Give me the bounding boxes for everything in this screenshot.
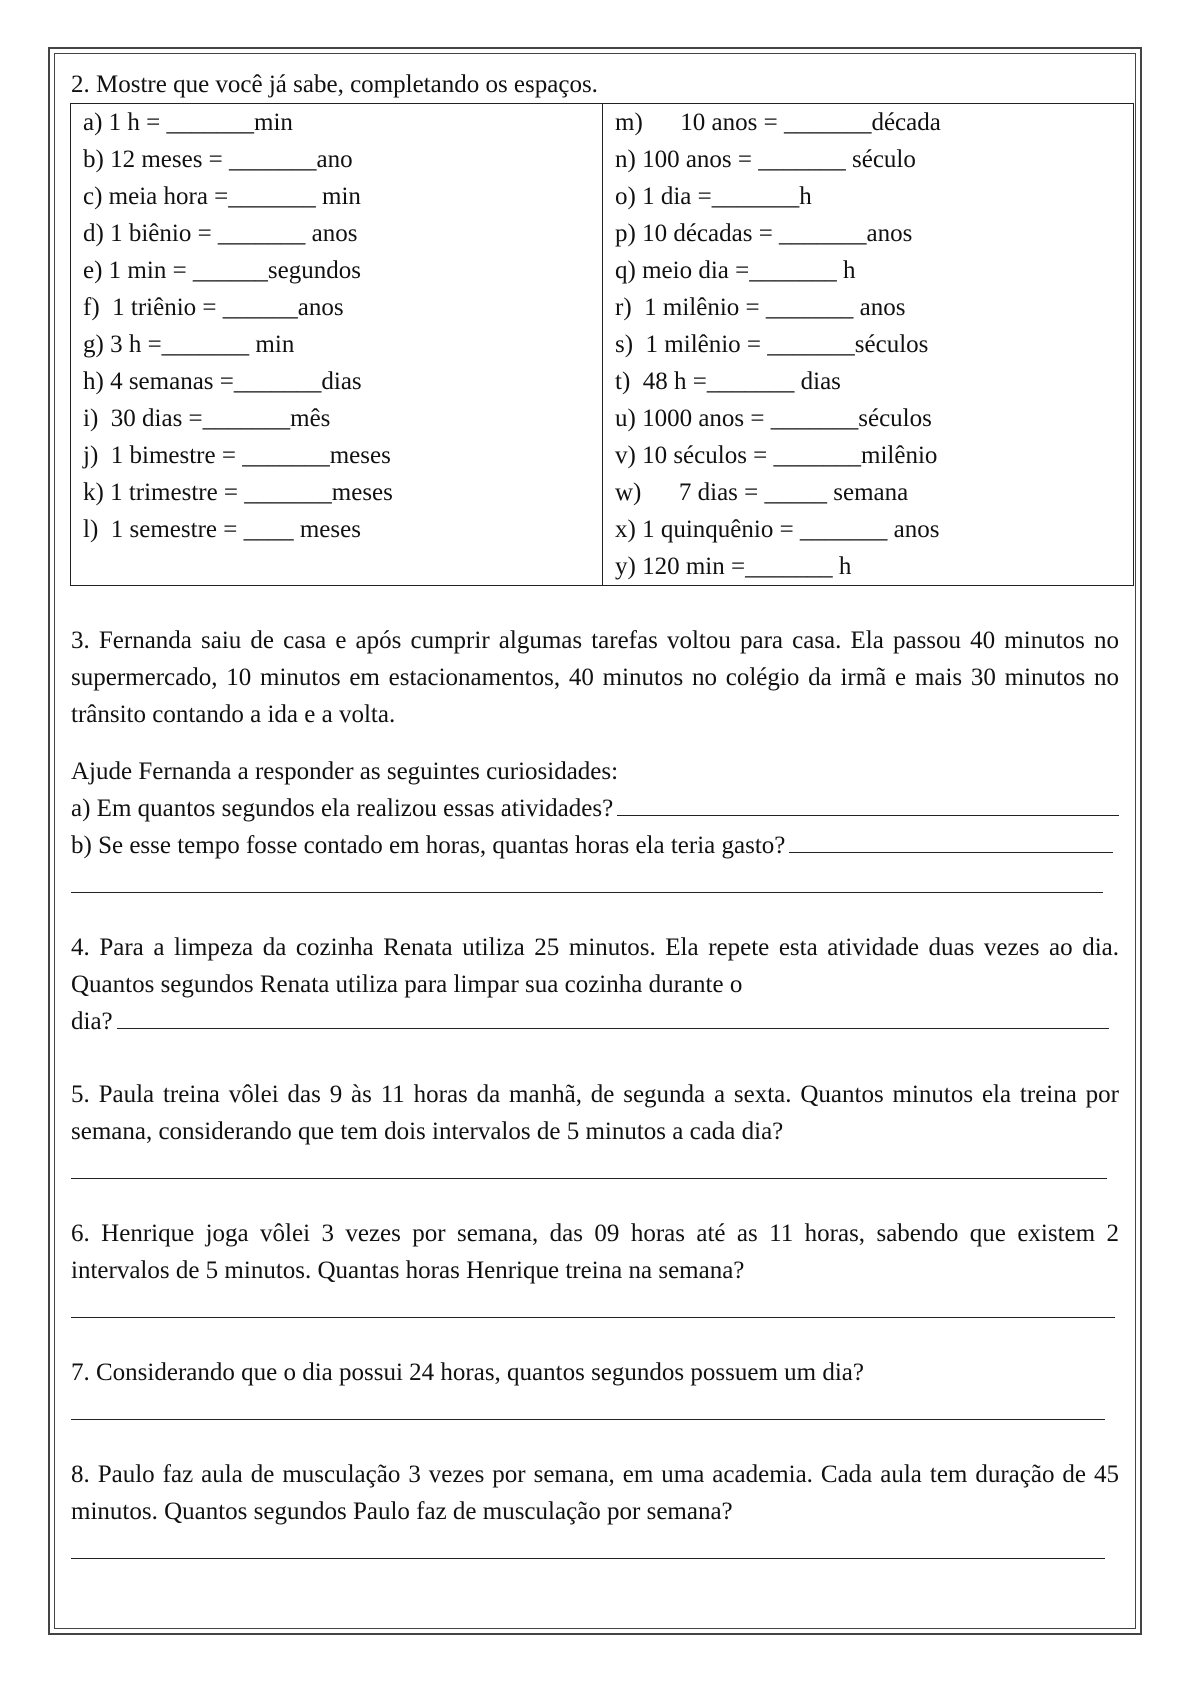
conversion-item[interactable]: h) 4 semanas =_______dias [71, 363, 603, 400]
question-3a-text: a) Em quantos segundos ela realizou essas atividades? [71, 795, 614, 822]
conversion-item[interactable]: f) 1 triênio = ______anos [71, 289, 603, 326]
worksheet [71, 66, 1119, 1559]
conversion-item[interactable]: p) 10 décadas = _______anos [603, 215, 1134, 252]
question-4-tail [71, 1003, 1119, 1040]
answer-line[interactable] [71, 1289, 1115, 1318]
conversion-item[interactable]: s) 1 milênio = _______séculos [603, 326, 1134, 363]
answer-line[interactable] [617, 791, 1119, 816]
table-row [71, 400, 1134, 437]
question-4-tail-text: dia? [71, 1008, 113, 1035]
conversion-item[interactable]: c) meia hora =_______ min [71, 178, 603, 215]
table-row [71, 104, 1134, 142]
conversion-table [70, 103, 1134, 586]
question-3-help: Ajude Fernanda a responder as seguintes curiosidades: [71, 758, 619, 785]
table-row [71, 289, 1134, 326]
conversion-item[interactable]: o) 1 dia =_______h [603, 178, 1134, 215]
answer-line[interactable] [71, 1530, 1105, 1559]
conversion-item[interactable]: i) 30 dias =_______mês [71, 400, 603, 437]
table-row [71, 511, 1134, 548]
question-5-text: 5. Paula treina vôlei das 9 às 11 horas da manhã, de segunda a sexta. Quantos minutos ela treina por semana, considerando que tem dois intervalos de 5 minutos a cada dia? [71, 1081, 1119, 1145]
answer-line[interactable] [117, 1004, 1109, 1029]
answer-line[interactable] [71, 864, 1103, 893]
conversion-item[interactable]: d) 1 biênio = _______ anos [71, 215, 603, 252]
question-8-text: 8. Paulo faz aula de musculação 3 vezes por semana, em uma academia. Cada aula tem duração de 45 minutos. Quantos segundos Paulo faz de musculação por semana? [71, 1461, 1119, 1525]
conversion-item[interactable]: x) 1 quinquênio = _______ anos [603, 511, 1134, 548]
table-row [71, 474, 1134, 511]
conversion-item[interactable]: n) 100 anos = _______ século [603, 141, 1134, 178]
table-row [71, 548, 1134, 586]
conversion-item[interactable]: k) 1 trimestre = _______meses [71, 474, 603, 511]
question-4-text: 4. Para a limpeza da cozinha Renata utiliza 25 minutos. Ela repete esta atividade duas vezes ao dia. Quantos segundos Renata utiliza para limpar sua cozinha durante o [71, 934, 1119, 998]
conversion-item[interactable]: r) 1 milênio = _______ anos [603, 289, 1134, 326]
question-7-text: 7. Considerando que o dia possui 24 horas, quantos segundos possuem um dia? [71, 1359, 864, 1386]
question-2-title: 2. Mostre que você já sabe, completando os espaços. [71, 71, 598, 98]
answer-line[interactable] [71, 1391, 1105, 1420]
table-row [71, 437, 1134, 474]
conversion-item[interactable]: t) 48 h =_______ dias [603, 363, 1134, 400]
conversion-item[interactable]: w) 7 dias = _____ semana [603, 474, 1134, 511]
table-row [71, 326, 1134, 363]
conversion-item[interactable]: a) 1 h = _______min [71, 104, 603, 142]
answer-line[interactable] [71, 1150, 1107, 1179]
answer-line[interactable] [789, 828, 1113, 853]
question-3a [71, 790, 1119, 827]
table-row [71, 215, 1134, 252]
table-row [71, 252, 1134, 289]
conversion-item[interactable]: e) 1 min = ______segundos [71, 252, 603, 289]
conversion-item[interactable]: q) meio dia =_______ h [603, 252, 1134, 289]
table-row [71, 178, 1134, 215]
conversion-item[interactable]: u) 1000 anos = _______séculos [603, 400, 1134, 437]
question-3-text: 3. Fernanda saiu de casa e após cumprir algumas tarefas voltou para casa. Ela passou 40 minutos no supermercado, 10 minutos em estacionamentos, 40 minutos no colégio da irmã e mais 30 minutos no trânsito contando a ida e a volta. [71, 627, 1119, 728]
conversion-item[interactable]: m) 10 anos = _______década [603, 104, 1134, 142]
table-row [71, 141, 1134, 178]
conversion-item-empty [71, 548, 603, 586]
conversion-item[interactable]: v) 10 séculos = _______milênio [603, 437, 1134, 474]
conversion-item[interactable]: g) 3 h =_______ min [71, 326, 603, 363]
table-row [71, 363, 1134, 400]
question-3b-text: b) Se esse tempo fosse contado em horas, quantas horas ela teria gasto? [71, 832, 786, 859]
question-6-text: 6. Henrique joga vôlei 3 vezes por semana, das 09 horas até as 11 horas, sabendo que existem 2 intervalos de 5 minutos. Quantas horas Henrique treina na semana? [71, 1220, 1119, 1284]
conversion-item[interactable]: l) 1 semestre = ____ meses [71, 511, 603, 548]
conversion-item[interactable]: y) 120 min =_______ h [603, 548, 1134, 586]
conversion-item[interactable]: j) 1 bimestre = _______meses [71, 437, 603, 474]
question-3b [71, 827, 1119, 864]
conversion-item[interactable]: b) 12 meses = _______ano [71, 141, 603, 178]
